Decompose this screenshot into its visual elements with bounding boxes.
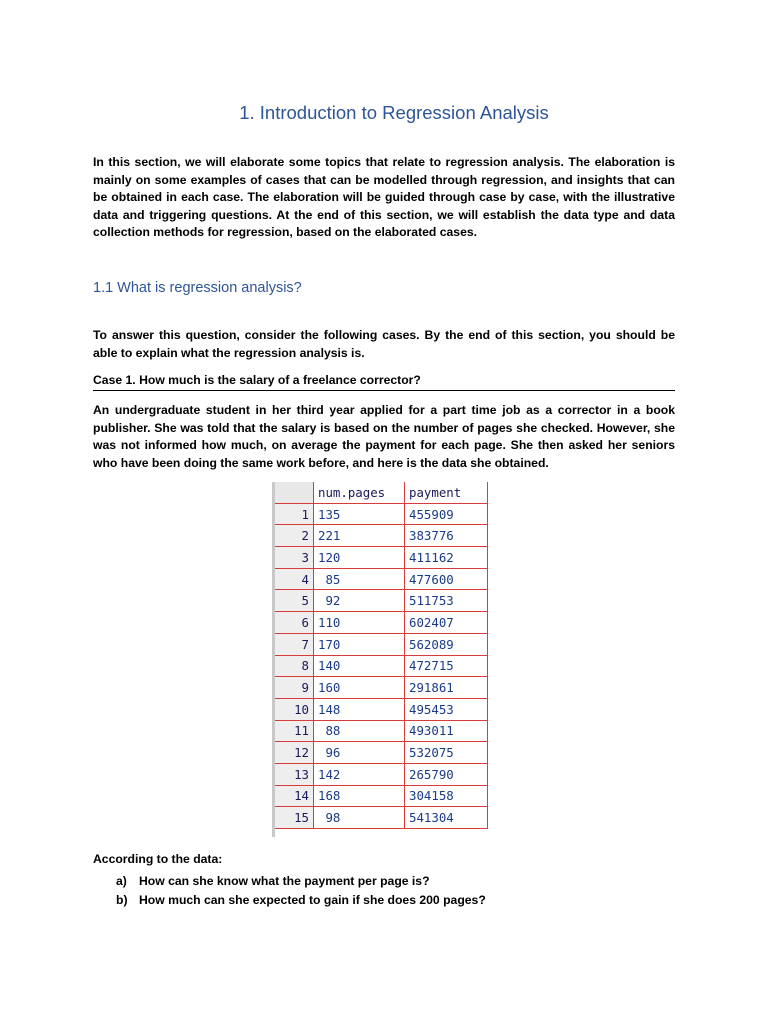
table-row (274, 785, 488, 807)
table-row (274, 590, 488, 612)
cell-payment: 477600 (405, 568, 488, 590)
table-header-row (274, 482, 488, 503)
cell-payment: 511753 (405, 590, 488, 612)
data-table (272, 482, 488, 829)
cell-num-pages: 92 (314, 590, 405, 612)
row-number: 14 (274, 785, 314, 807)
cell-num-pages: 98 (314, 807, 405, 829)
cell-num-pages: 148 (314, 698, 405, 720)
list-marker: a) (116, 874, 127, 888)
table-row (274, 655, 488, 677)
list-item (93, 872, 486, 891)
table-row (274, 698, 488, 720)
cell-num-pages: 85 (314, 568, 405, 590)
table-edge (272, 829, 275, 837)
table-row (274, 633, 488, 655)
cell-payment: 541304 (405, 807, 488, 829)
question-text: How can she know what the payment per page is? (139, 874, 430, 888)
table-row (274, 720, 488, 742)
cell-num-pages: 168 (314, 785, 405, 807)
table-row (274, 742, 488, 764)
question-text: How much can she expected to gain if she does 200 pages? (139, 893, 486, 907)
row-number: 13 (274, 763, 314, 785)
cell-num-pages: 88 (314, 720, 405, 742)
row-number: 9 (274, 677, 314, 699)
table-row (274, 568, 488, 590)
table-row (274, 612, 488, 634)
cell-payment: 493011 (405, 720, 488, 742)
row-number: 12 (274, 742, 314, 764)
cell-num-pages: 135 (314, 503, 405, 525)
row-number: 5 (274, 590, 314, 612)
row-number: 6 (274, 612, 314, 634)
table-row (274, 547, 488, 569)
table-row (274, 677, 488, 699)
row-number: 1 (274, 503, 314, 525)
cell-num-pages: 140 (314, 655, 405, 677)
data-table-image (272, 482, 488, 837)
cell-payment: 562089 (405, 633, 488, 655)
intro-paragraph: In this section, we will elaborate some topics that relate to regression analysis. The elaboration is mainly on some examples of cases that can be modelled through regression, and insights that can be obtained in each case. The elaboration will be guided through case by case, with the illustrative data and triggering questions. At the end of this section, we will establish the data type and data collection methods for regression, based on the elaborated cases. (93, 155, 675, 240)
column-header-num-pages: num.pages (314, 482, 405, 503)
table-row (274, 503, 488, 525)
table-row (274, 807, 488, 829)
cell-payment: 455909 (405, 503, 488, 525)
row-number: 2 (274, 525, 314, 547)
case-description: An undergraduate student in her third year applied for a part time job as a corrector in a book publisher. She was told that the salary is based on the number of pages she checked. However, she was not informed how much, on average the payment for each page. She then asked her seniors who have been doing the same work before, and here is the data she obtained. (93, 403, 675, 470)
section-heading: 1.1 What is regression analysis? (93, 280, 302, 296)
row-number: 3 (274, 547, 314, 569)
cell-payment: 411162 (405, 547, 488, 569)
column-header-payment: payment (405, 482, 488, 503)
cell-num-pages: 120 (314, 547, 405, 569)
row-number: 11 (274, 720, 314, 742)
cell-payment: 265790 (405, 763, 488, 785)
cell-num-pages: 142 (314, 763, 405, 785)
page-title: 1. Introduction to Regression Analysis (239, 102, 549, 123)
row-index-header (274, 482, 314, 503)
cell-payment: 291861 (405, 677, 488, 699)
cell-num-pages: 221 (314, 525, 405, 547)
section-lead-paragraph: To answer this question, consider the following cases. By the end of this section, you should be able to explain what the regression analysis is. (93, 328, 675, 360)
cell-payment: 383776 (405, 525, 488, 547)
row-number: 7 (274, 633, 314, 655)
case-title: Case 1. How much is the salary of a freelance corrector? (93, 373, 675, 391)
according-label: According to the data: (93, 852, 223, 866)
cell-num-pages: 170 (314, 633, 405, 655)
row-number: 4 (274, 568, 314, 590)
cell-payment: 472715 (405, 655, 488, 677)
cell-payment: 602407 (405, 612, 488, 634)
row-number: 8 (274, 655, 314, 677)
cell-payment: 304158 (405, 785, 488, 807)
row-number: 10 (274, 698, 314, 720)
table-row (274, 763, 488, 785)
table-row (274, 525, 488, 547)
cell-num-pages: 110 (314, 612, 405, 634)
cell-num-pages: 96 (314, 742, 405, 764)
list-marker: b) (116, 893, 128, 907)
question-list (93, 872, 486, 910)
cell-payment: 495453 (405, 698, 488, 720)
cell-num-pages: 160 (314, 677, 405, 699)
row-number: 15 (274, 807, 314, 829)
cell-payment: 532075 (405, 742, 488, 764)
list-item (93, 891, 486, 910)
